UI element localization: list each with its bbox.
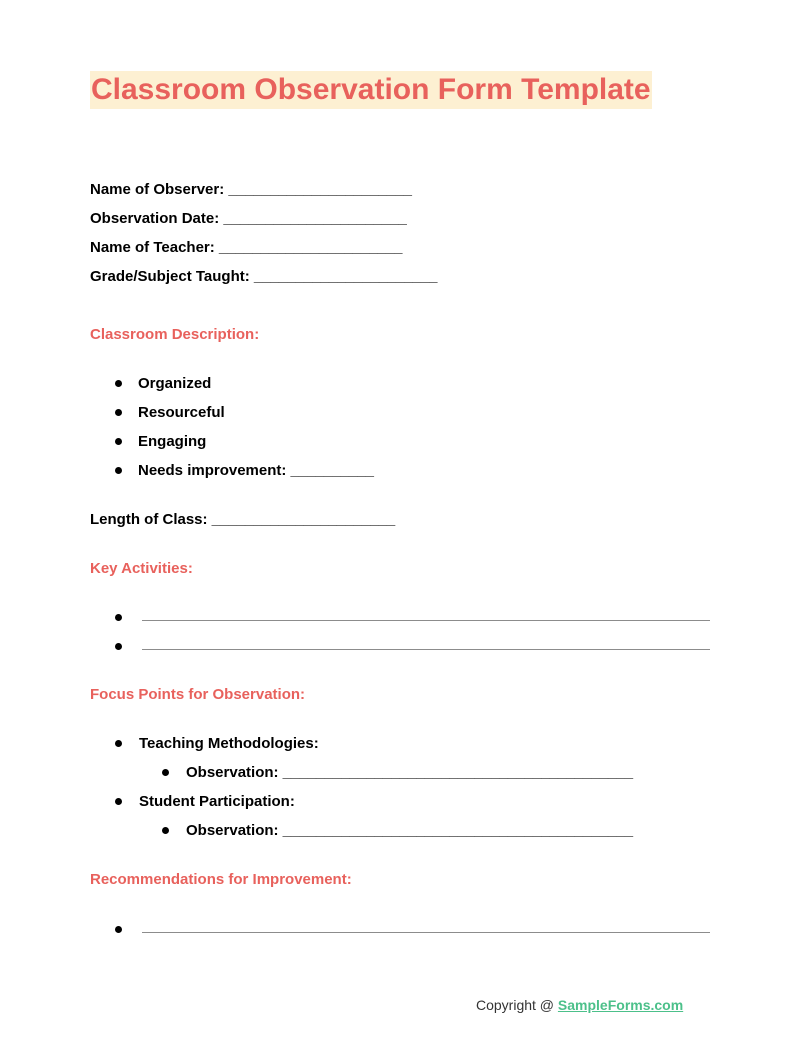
- page-title: Classroom Observation Form Template: [90, 71, 652, 109]
- brand-link[interactable]: SampleForms.com: [557, 997, 684, 1013]
- copyright-footer: [476, 996, 683, 1014]
- grade-subject-field[interactable]: Grade/Subject Taught: ______________________: [90, 268, 438, 285]
- teacher-name-field[interactable]: Name of Teacher: ______________________: [90, 239, 403, 256]
- observation-date-field[interactable]: Observation Date: ______________________: [90, 210, 407, 227]
- focus-points-heading: Focus Points for Observation:: [90, 686, 306, 703]
- length-of-class-field[interactable]: Length of Class: ______________________: [90, 511, 396, 528]
- description-item-organized: Organized: [138, 375, 212, 392]
- description-item-engaging: Engaging: [138, 433, 207, 450]
- recommendation-line-1[interactable]: [142, 932, 710, 933]
- bullet-icon: [115, 380, 122, 387]
- recommendations-heading: Recommendations for Improvement:: [90, 871, 352, 888]
- teaching-observation-field[interactable]: Observation: __________________________________________: [186, 764, 634, 781]
- observer-name-field[interactable]: Name of Observer: ______________________: [90, 181, 412, 198]
- bullet-icon: [115, 926, 122, 933]
- bullet-icon: [162, 827, 169, 834]
- copyright-prefix: Copyright @: [476, 997, 558, 1013]
- bullet-icon: [115, 740, 122, 747]
- bullet-icon: [115, 643, 122, 650]
- key-activity-line-1[interactable]: [142, 620, 710, 621]
- focus-item-teaching-methodologies: Teaching Methodologies:: [139, 735, 319, 752]
- bullet-icon: [115, 438, 122, 445]
- bullet-icon: [162, 769, 169, 776]
- bullet-icon: [115, 614, 122, 621]
- description-item-needs-improvement[interactable]: Needs improvement: __________: [138, 462, 374, 479]
- bullet-icon: [115, 467, 122, 474]
- bullet-icon: [115, 409, 122, 416]
- participation-observation-field[interactable]: Observation: __________________________________________: [186, 822, 634, 839]
- classroom-description-heading: Classroom Description:: [90, 326, 260, 343]
- focus-item-student-participation: Student Participation:: [139, 793, 295, 810]
- key-activities-heading: Key Activities:: [90, 560, 193, 577]
- key-activity-line-2[interactable]: [142, 649, 710, 650]
- bullet-icon: [115, 798, 122, 805]
- description-item-resourceful: Resourceful: [138, 404, 225, 421]
